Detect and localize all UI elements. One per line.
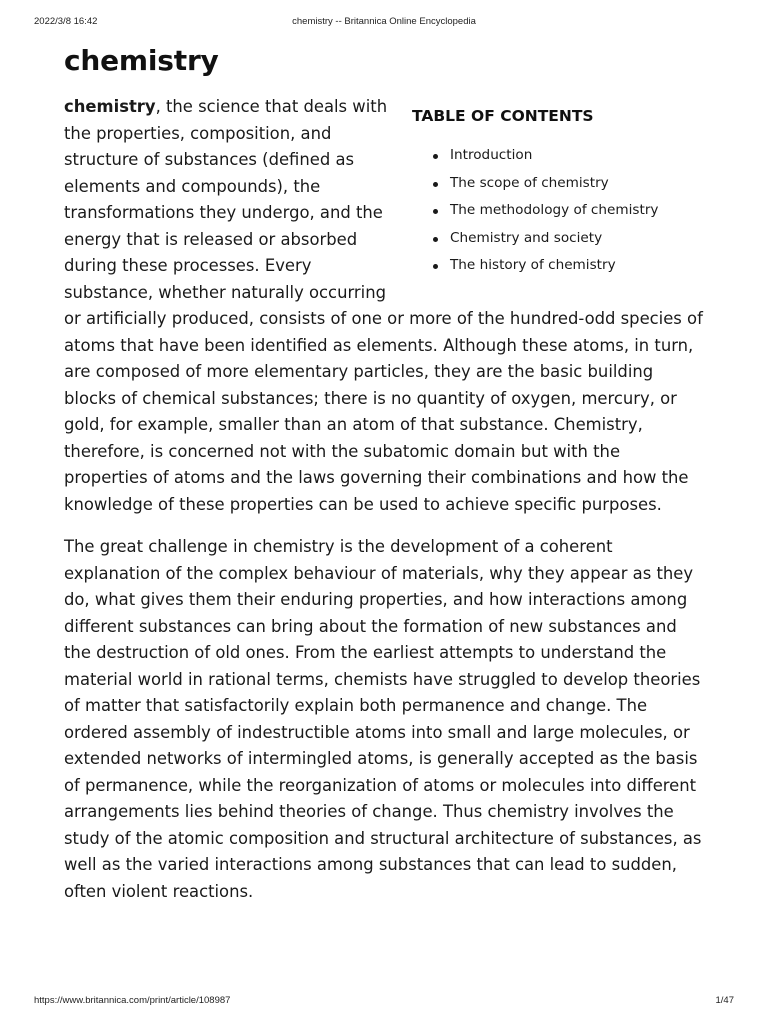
lead-term: chemistry <box>64 97 156 116</box>
page-title: chemistry <box>64 44 219 77</box>
toc-item-introduction[interactable] <box>430 142 704 170</box>
bullet-icon <box>433 264 438 269</box>
toc-item-label: The history of chemistry <box>450 257 616 273</box>
toc-list <box>412 142 704 280</box>
page-indicator: 1/47 <box>715 995 734 1006</box>
toc-item-label: Introduction <box>450 147 533 163</box>
toc-item-label: The scope of chemistry <box>450 174 609 191</box>
toc-item-history[interactable] <box>430 252 704 280</box>
print-datetime: 2022/3/8 16:42 <box>34 16 98 27</box>
paragraph-intro-text: , the science that deals with the properties, composition, and structure of substances (defined as elements and compounds), the transformations they undergo, and the energy that is released or absorbed during these processes. Every substance, whether naturally occurring or artificially produced, consists of one or more of the hundred-odd species of atoms that have been identified as elements. Although these atoms, in turn, are composed of more elementary particles, they are the basic building blocks of chemical substances; there is no quantity of oxygen, mercury, or gold, for example, smaller than an atom of that substance. Chemistry, therefore, is concerned not with the subatomic domain but with the properties of atoms and the laws governing their combinations and how the knowledge of these properties can be used to achieve specific purposes. <box>64 97 703 514</box>
bullet-icon <box>433 182 438 187</box>
toc-item-methodology[interactable] <box>430 197 704 225</box>
print-document-title: chemistry -- Britannica Online Encyclopedia <box>292 16 476 27</box>
toc-heading: TABLE OF CONTENTS <box>412 107 594 125</box>
table-of-contents <box>412 106 704 280</box>
toc-item-label: Chemistry and society <box>450 229 603 246</box>
bullet-icon <box>433 209 438 214</box>
print-url: https://www.britannica.com/print/article/108987 <box>34 995 231 1006</box>
toc-item-society[interactable] <box>430 225 704 253</box>
toc-item-label: The methodology of chemistry <box>450 202 659 218</box>
paragraph-challenge: The great challenge in chemistry is the development of a coherent explanation of the complex behaviour of materials, why they appear as they do, what gives them their enduring properties, and how interactions among different substances can bring about the formation of new substances and the destruction of old ones. From the earliest attempts to understand the material world in rational terms, chemists have struggled to develop theories of matter that satisfactorily explain both permanence and change. The ordered assembly of indestructible atoms into small and large molecules, or extended networks of intermingled atoms, is generally accepted as the basis of permanence, while the reorganization of atoms or molecules into different arrangements lies behind theories of change. Thus chemistry involves the study of the atomic composition and structural architecture of substances, as well as the varied interactions among substances that can lead to sudden, often violent reactions. <box>64 537 702 901</box>
bullet-icon <box>433 154 438 159</box>
bullet-icon <box>433 237 438 242</box>
toc-item-scope[interactable] <box>430 170 704 198</box>
article-body <box>64 94 704 921</box>
